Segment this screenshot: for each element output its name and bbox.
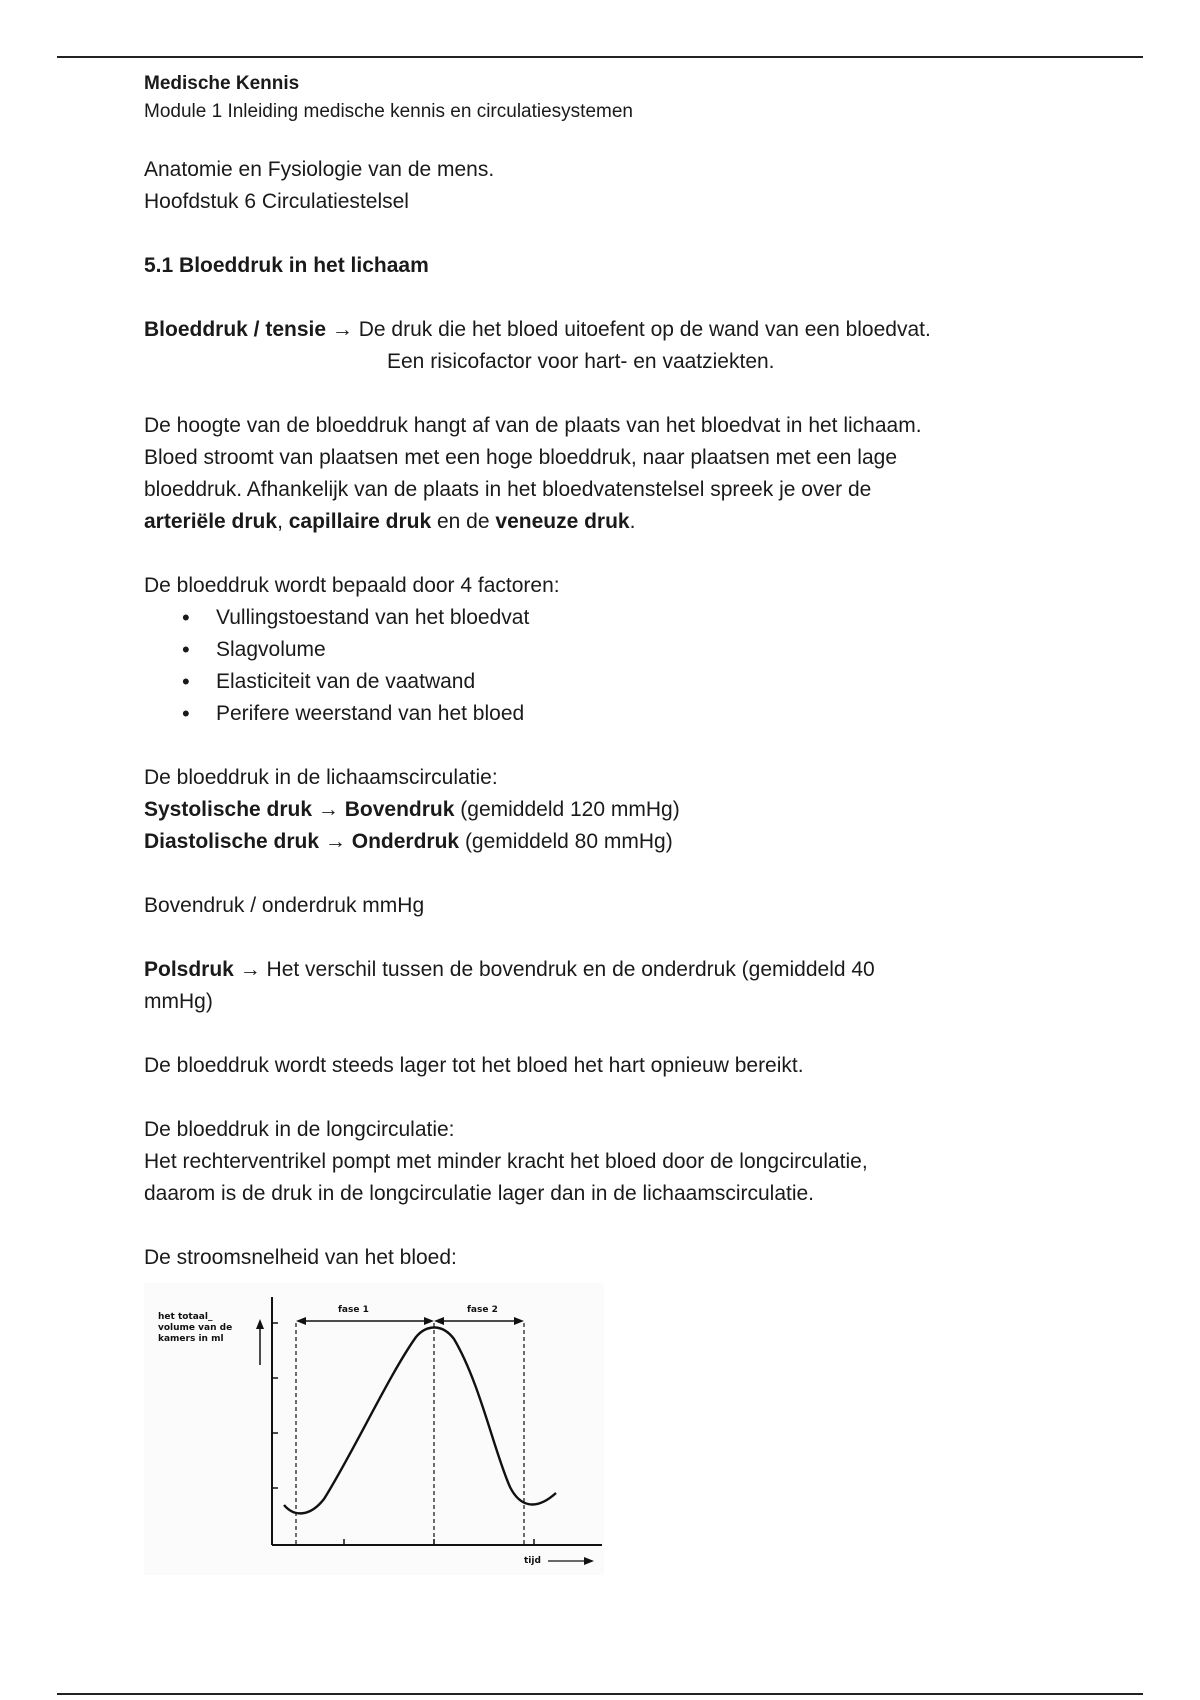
lung-circulation-line: daarom is de druk in de longcirculatie lager dan in de lichaamscirculatie.	[144, 1182, 815, 1205]
paragraph-line: Bloed stroomt van plaatsen met een hoge bloeddruk, naar plaatsen met een lage	[144, 446, 897, 469]
ventricle-volume-figure	[144, 1283, 604, 1575]
paragraph-line: De hoogte van de bloeddruk hangt af van de plaats van het bloedvat in het lichaam.	[144, 414, 922, 437]
y-arrow-icon	[256, 1319, 264, 1365]
definition-line-2: Een risicofactor voor hart- en vaatziekten.	[387, 350, 775, 373]
book-title: Anatomie en Fysiologie van de mens.	[144, 158, 495, 181]
factors-list	[144, 602, 1094, 730]
phase-divider-lines	[296, 1323, 524, 1545]
volume-curve	[284, 1328, 556, 1514]
arrow-icon: →	[324, 830, 346, 853]
volume-curve-diagram	[144, 1283, 604, 1575]
document-page	[144, 70, 1094, 1274]
notation-line: Bovendruk / onderdruk mmHg	[144, 894, 425, 917]
module-title: Module 1 Inleiding medische kennis en circulatiesystemen	[144, 101, 633, 122]
x-axis-label: tijd	[524, 1556, 541, 1566]
course-title: Medische Kennis	[144, 73, 300, 94]
phase-1-label: fase 1	[338, 1305, 369, 1315]
diastolic-line: Diastolische druk → Onderdruk (gemiddeld 80 mmHg)	[144, 830, 673, 853]
lung-circulation-line: Het rechterventrikel pompt met minder kracht het bloed door de longcirculatie,	[144, 1150, 868, 1173]
top-rule	[57, 56, 1143, 58]
systolic-line: Systolische druk → Bovendruk (gemiddeld 120 mmHg)	[144, 798, 680, 821]
pulse-line: Polsdruk → Het verschil tussen de bovendruk en de onderdruk (gemiddeld 40	[144, 958, 875, 981]
lung-circulation-intro: De bloeddruk in de longcirculatie:	[144, 1118, 455, 1141]
chapter-title: Hoofdstuk 6 Circulatiestelsel	[144, 190, 409, 213]
paragraph-line-terms: arteriële druk, capillaire druk en de veneuze druk.	[144, 510, 636, 533]
y-axis-label-line: het totaal_	[158, 1312, 213, 1322]
paragraph-line: bloeddruk. Afhankelijk van de plaats in het bloedvatenstelsel spreek je over de	[144, 478, 872, 501]
phase-2-label: fase 2	[467, 1305, 498, 1315]
list-item: • Perifere weerstand van het bloed	[182, 698, 1094, 730]
y-axis-label-line: volume van de	[158, 1323, 233, 1333]
factors-intro: De bloeddruk wordt bepaald door 4 factoren:	[144, 574, 560, 597]
pulse-line-2: mmHg)	[144, 990, 213, 1013]
definition-bloeddruk: Bloeddruk / tensie → De druk die het bloed uitoefent op de wand van een bloedvat.	[144, 318, 931, 341]
phase-2-arrow	[434, 1317, 524, 1325]
x-arrow-icon	[548, 1557, 594, 1565]
arrow-icon: →	[331, 318, 353, 341]
bottom-rule	[57, 1693, 1143, 1695]
phase-1-arrow	[296, 1317, 434, 1325]
list-item: • Vullingstoestand van het bloedvat	[182, 602, 1094, 634]
body-circulation-intro: De bloeddruk in de lichaamscirculatie:	[144, 766, 498, 789]
definition-term: Bloeddruk / tensie	[144, 318, 327, 341]
y-axis-label-line: kamers in ml	[158, 1334, 224, 1344]
flow-intro: De stroomsnelheid van het bloed:	[144, 1246, 457, 1269]
list-item: • Slagvolume	[182, 634, 1094, 666]
decline-line: De bloeddruk wordt steeds lager tot het bloed het hart opnieuw bereikt.	[144, 1054, 804, 1077]
section-heading: 5.1 Bloeddruk in het lichaam	[144, 254, 429, 277]
arrow-icon: →	[317, 798, 339, 821]
arrow-icon: →	[239, 958, 261, 981]
list-item: • Elasticiteit van de vaatwand	[182, 666, 1094, 698]
